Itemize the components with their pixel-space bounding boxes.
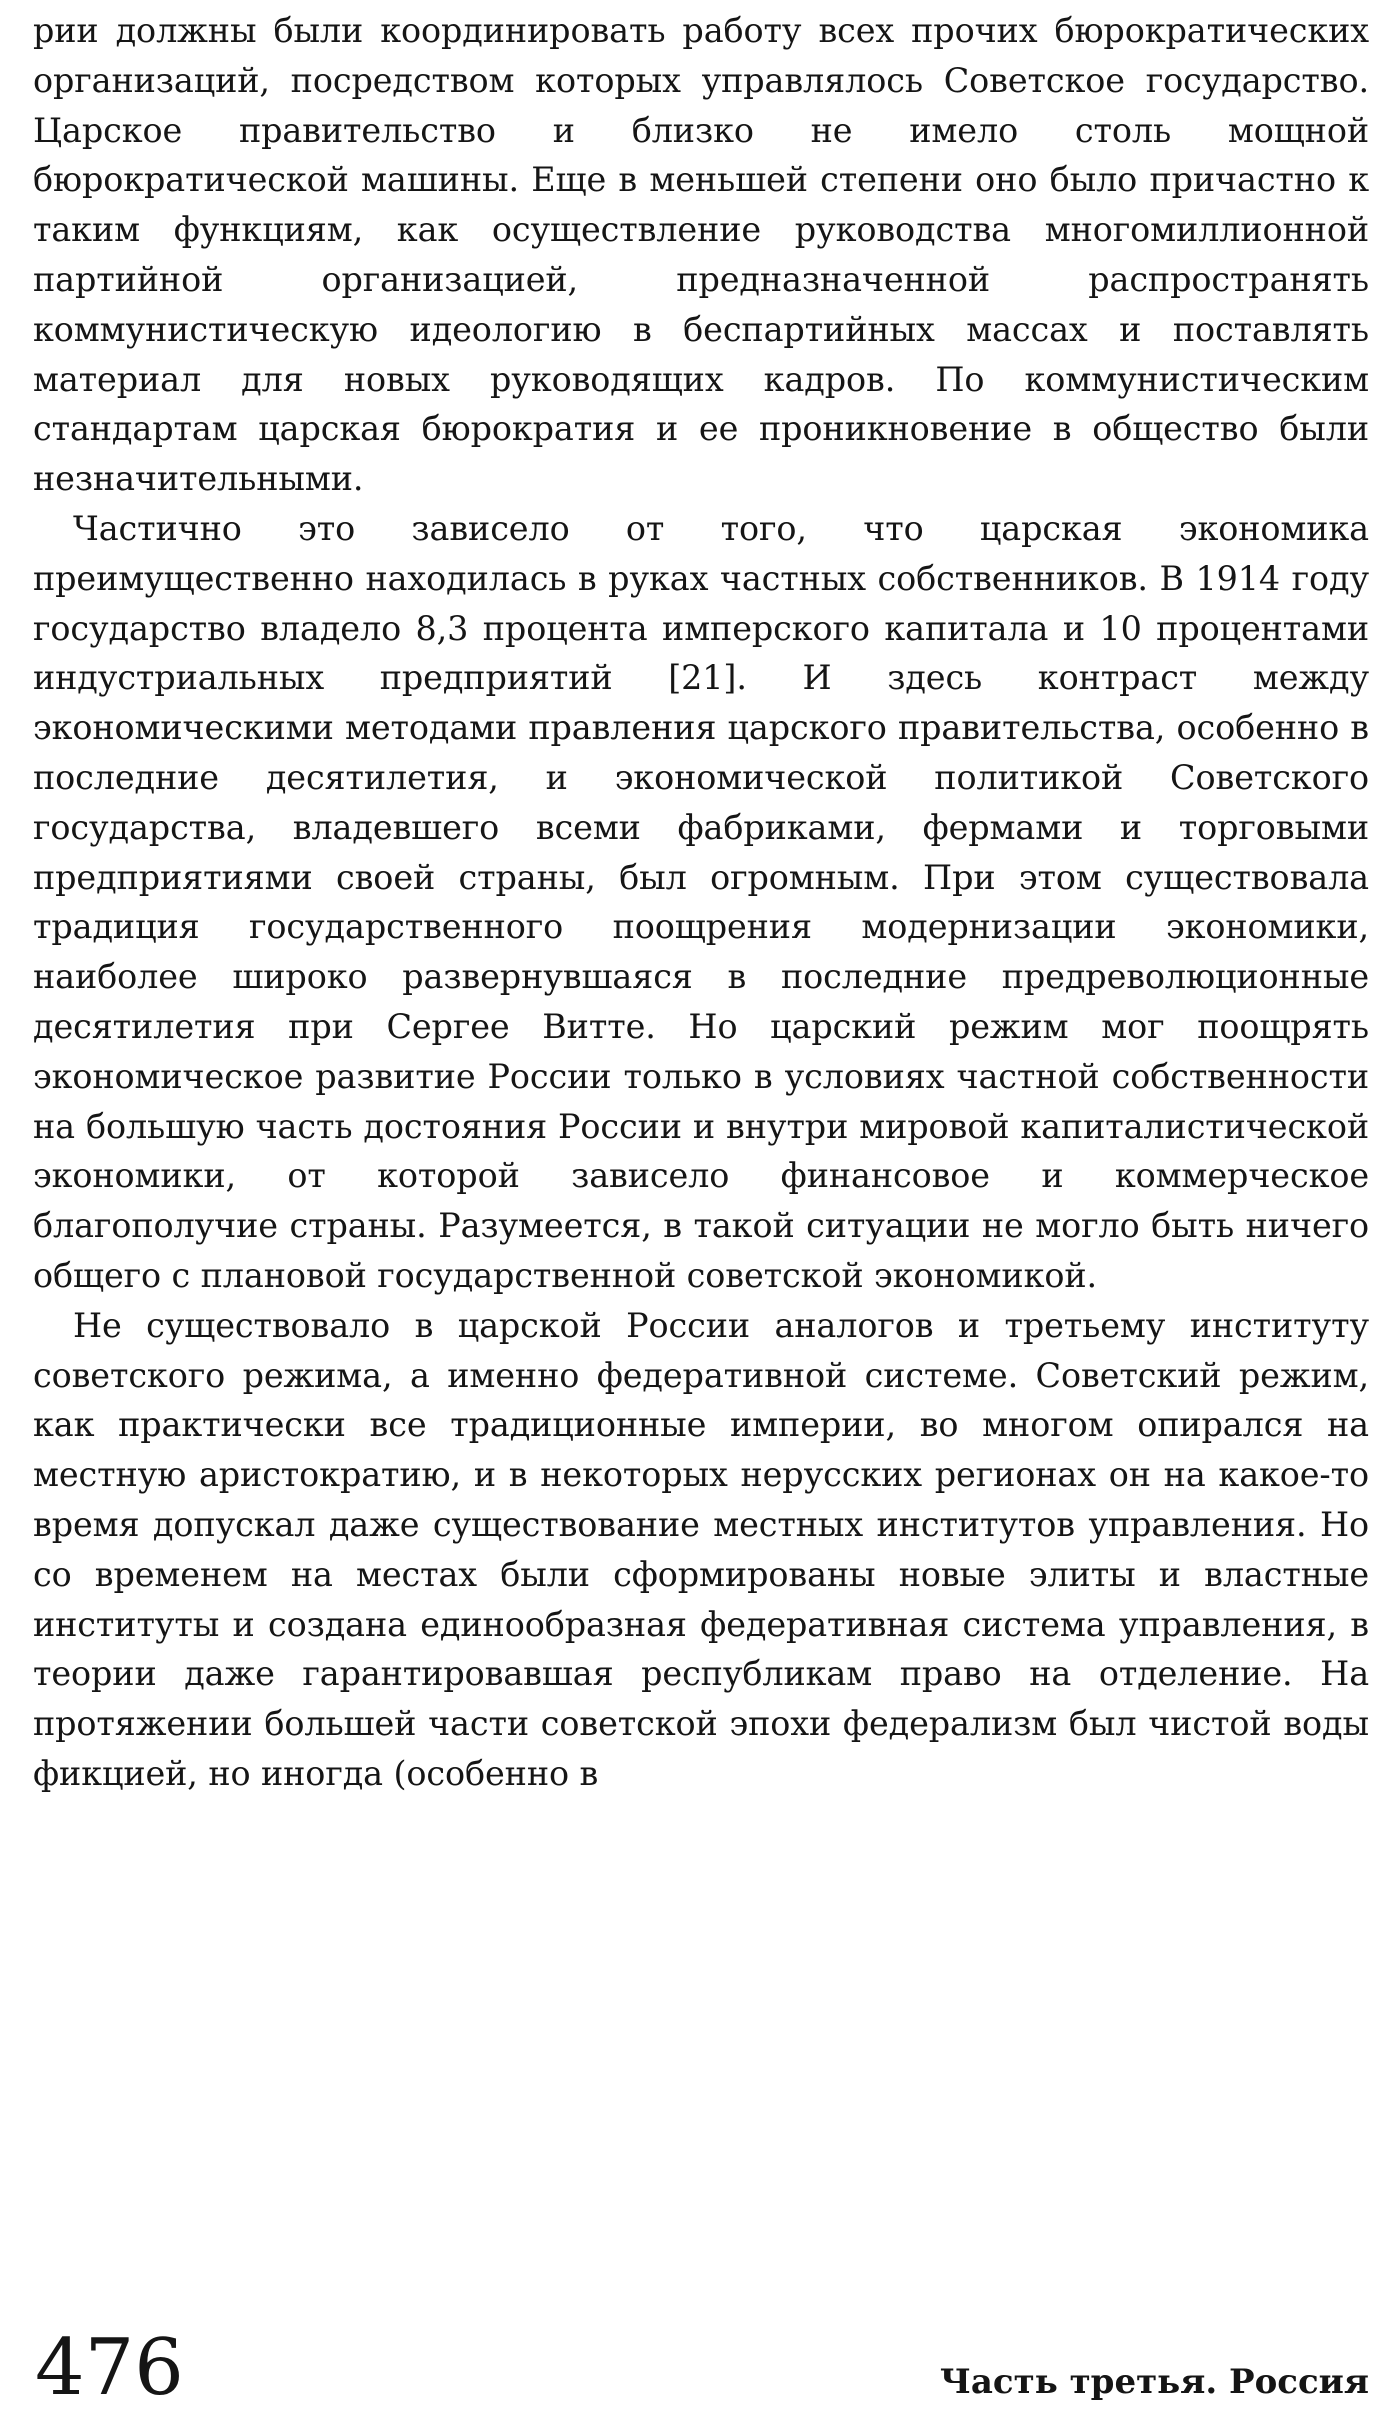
body-text [33,6,1369,1799]
page-text [33,6,1369,1799]
page-number: 476 [35,2323,184,2413]
paragraph-continued: рии должны были координировать работу всех прочих бюрократических организаций, посредством которых управлялось Советское государство. Царское правительство и близко не имело столь мощной бюрократической машины. Еще в меньшей степени оно было причастно к таким функциям, как осуществление руководства многомиллионной партийной организацией, предназначенной распространять коммунистическую идеологию в беспартийных массах и поставлять материал для новых руководящих кадров. По коммунистическим стандартам царская бюрократия и ее проникновение в общество были незначительными. [33,11,1369,499]
page-footer [33,2320,1369,2420]
paragraph: Не существовало в царской России аналогов и третьему институту советского режима, а именно федеративной системе. Советский режим, как практически все традиционные империи, во многом опирался на местную аристократию, и в некоторых нерусских регионах он на какое-то время допускал даже существование местных институтов управления. Но со временем на местах были сформированы новые элиты и властные институты и создана единообразная федеративная система управления, в теории даже гарантировавшая республикам право на отделение. На протяжении большей части советской эпохи федерализм был чистой воды фикцией, но иногда (особенно в [33,1305,1369,1793]
running-title: Часть третья. Россия [939,2362,1369,2402]
paragraph: Частично это зависело от того, что царская экономика преимущественно находилась в руках частных собственников. В 1914 году государство владело 8,3 процента имперского капитала и 10 процентами индустриальных предприятий [21]. И здесь контраст между экономическими методами правления царского правительства, особенно в последние десятилетия, и экономической политикой Советского государства, владевшего всеми фабриками, фермами и торговыми предприятиями своей страны, был огромным. При этом существовала традиция государственного поощрения модернизации экономики, наиболее широко развернувшаяся в последние предреволюционные десятилетия при Сергее Витте. Но царский режим мог поощрять экономическое развитие России только в условиях частной собственности на большую часть достояния России и внутри мировой капиталистической экономики, от которой зависело финансовое и коммерческое благополучие страны. Разумеется, в такой ситуации не могло быть ничего общего с плановой государственной советской экономикой. [33,508,1369,1295]
